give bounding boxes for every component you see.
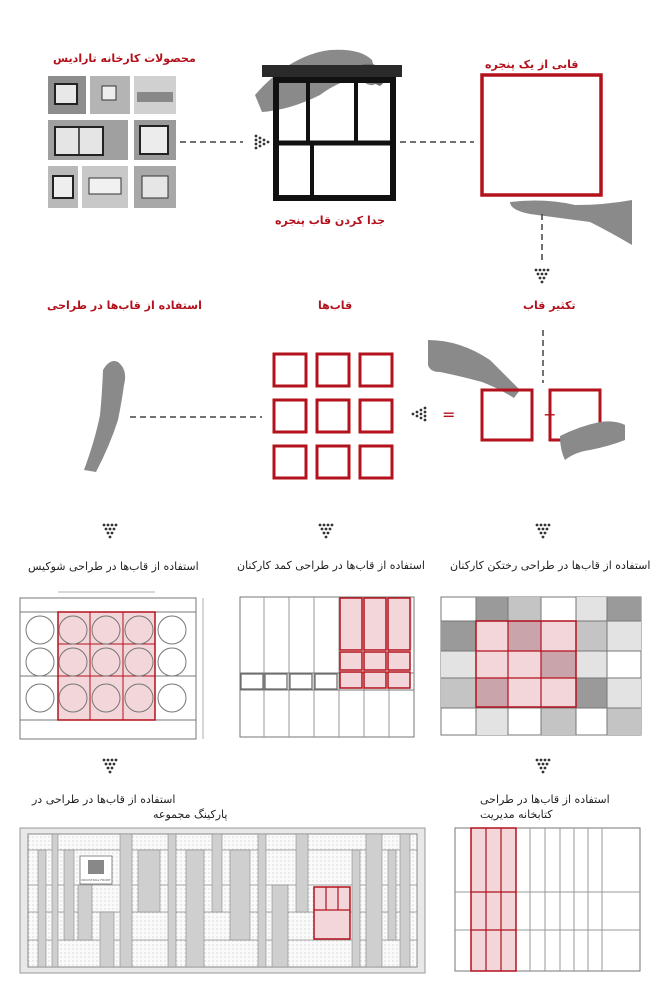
parking-door-design: [20, 828, 425, 973]
triangle-dot-arrow-icon: [535, 269, 550, 284]
triangle-dot-arrow-icon: [536, 759, 551, 774]
label-use-parking-2: پارکینگ مجموعه: [153, 808, 228, 821]
label-use-library-1: استفاده از قاب‌ها در طراحی: [480, 793, 610, 806]
triangle-dot-arrow-icon: [412, 407, 427, 422]
label-separate-frame: جدا کردن قاب پنجره: [275, 214, 386, 227]
logo-text: INDUSTRIAL FRONT: [81, 878, 111, 882]
triangle-dot-arrow-icon: [536, 524, 551, 539]
label-use-library-2: کتابخانه مدیریت: [480, 808, 553, 821]
triangle-dot-arrow-icon: [319, 524, 334, 539]
label-use-in-design: استفاده از قاب‌ها در طراحی: [47, 299, 202, 312]
changing-room-design: [441, 597, 641, 735]
red-window-frame: [482, 75, 601, 195]
equals-sign: =: [442, 405, 456, 424]
showcase-design: [20, 592, 203, 739]
library-design: [455, 828, 640, 971]
triangle-dot-arrow-icon: [255, 135, 270, 150]
hand-illustration: [560, 421, 625, 460]
hand-illustration: [510, 200, 632, 245]
frames-grid-3x3: [274, 354, 392, 478]
label-window-frame: قابی از یک پنجره: [485, 58, 579, 71]
cabinet-design: [240, 597, 414, 737]
label-use-cabinet: استفاده از قاب‌ها در طراحی کمد کارکنان: [237, 559, 425, 572]
triangle-dot-arrow-icon: [103, 524, 118, 539]
triangle-dot-arrow-icon: [103, 759, 118, 774]
label-use-changing: استفاده از قاب‌ها در طراحی رختکن کارکنان: [450, 559, 651, 572]
label-factory-products: محصولات کارخانه تارادیس: [53, 52, 196, 65]
red-frame-small: [482, 390, 532, 440]
hand-illustration: [84, 361, 125, 472]
plus-sign: +: [543, 405, 557, 424]
label-frames: قاب‌ها: [318, 299, 353, 312]
label-multiply-frame: تکثیر قاب: [523, 299, 576, 312]
label-use-showcase: استفاده از قاب‌ها در طراحی شوکیس: [28, 560, 199, 573]
label-use-parking-1: استفاده از قاب‌ها در طراحی در: [32, 793, 176, 806]
factory-products-grid: [48, 76, 176, 208]
